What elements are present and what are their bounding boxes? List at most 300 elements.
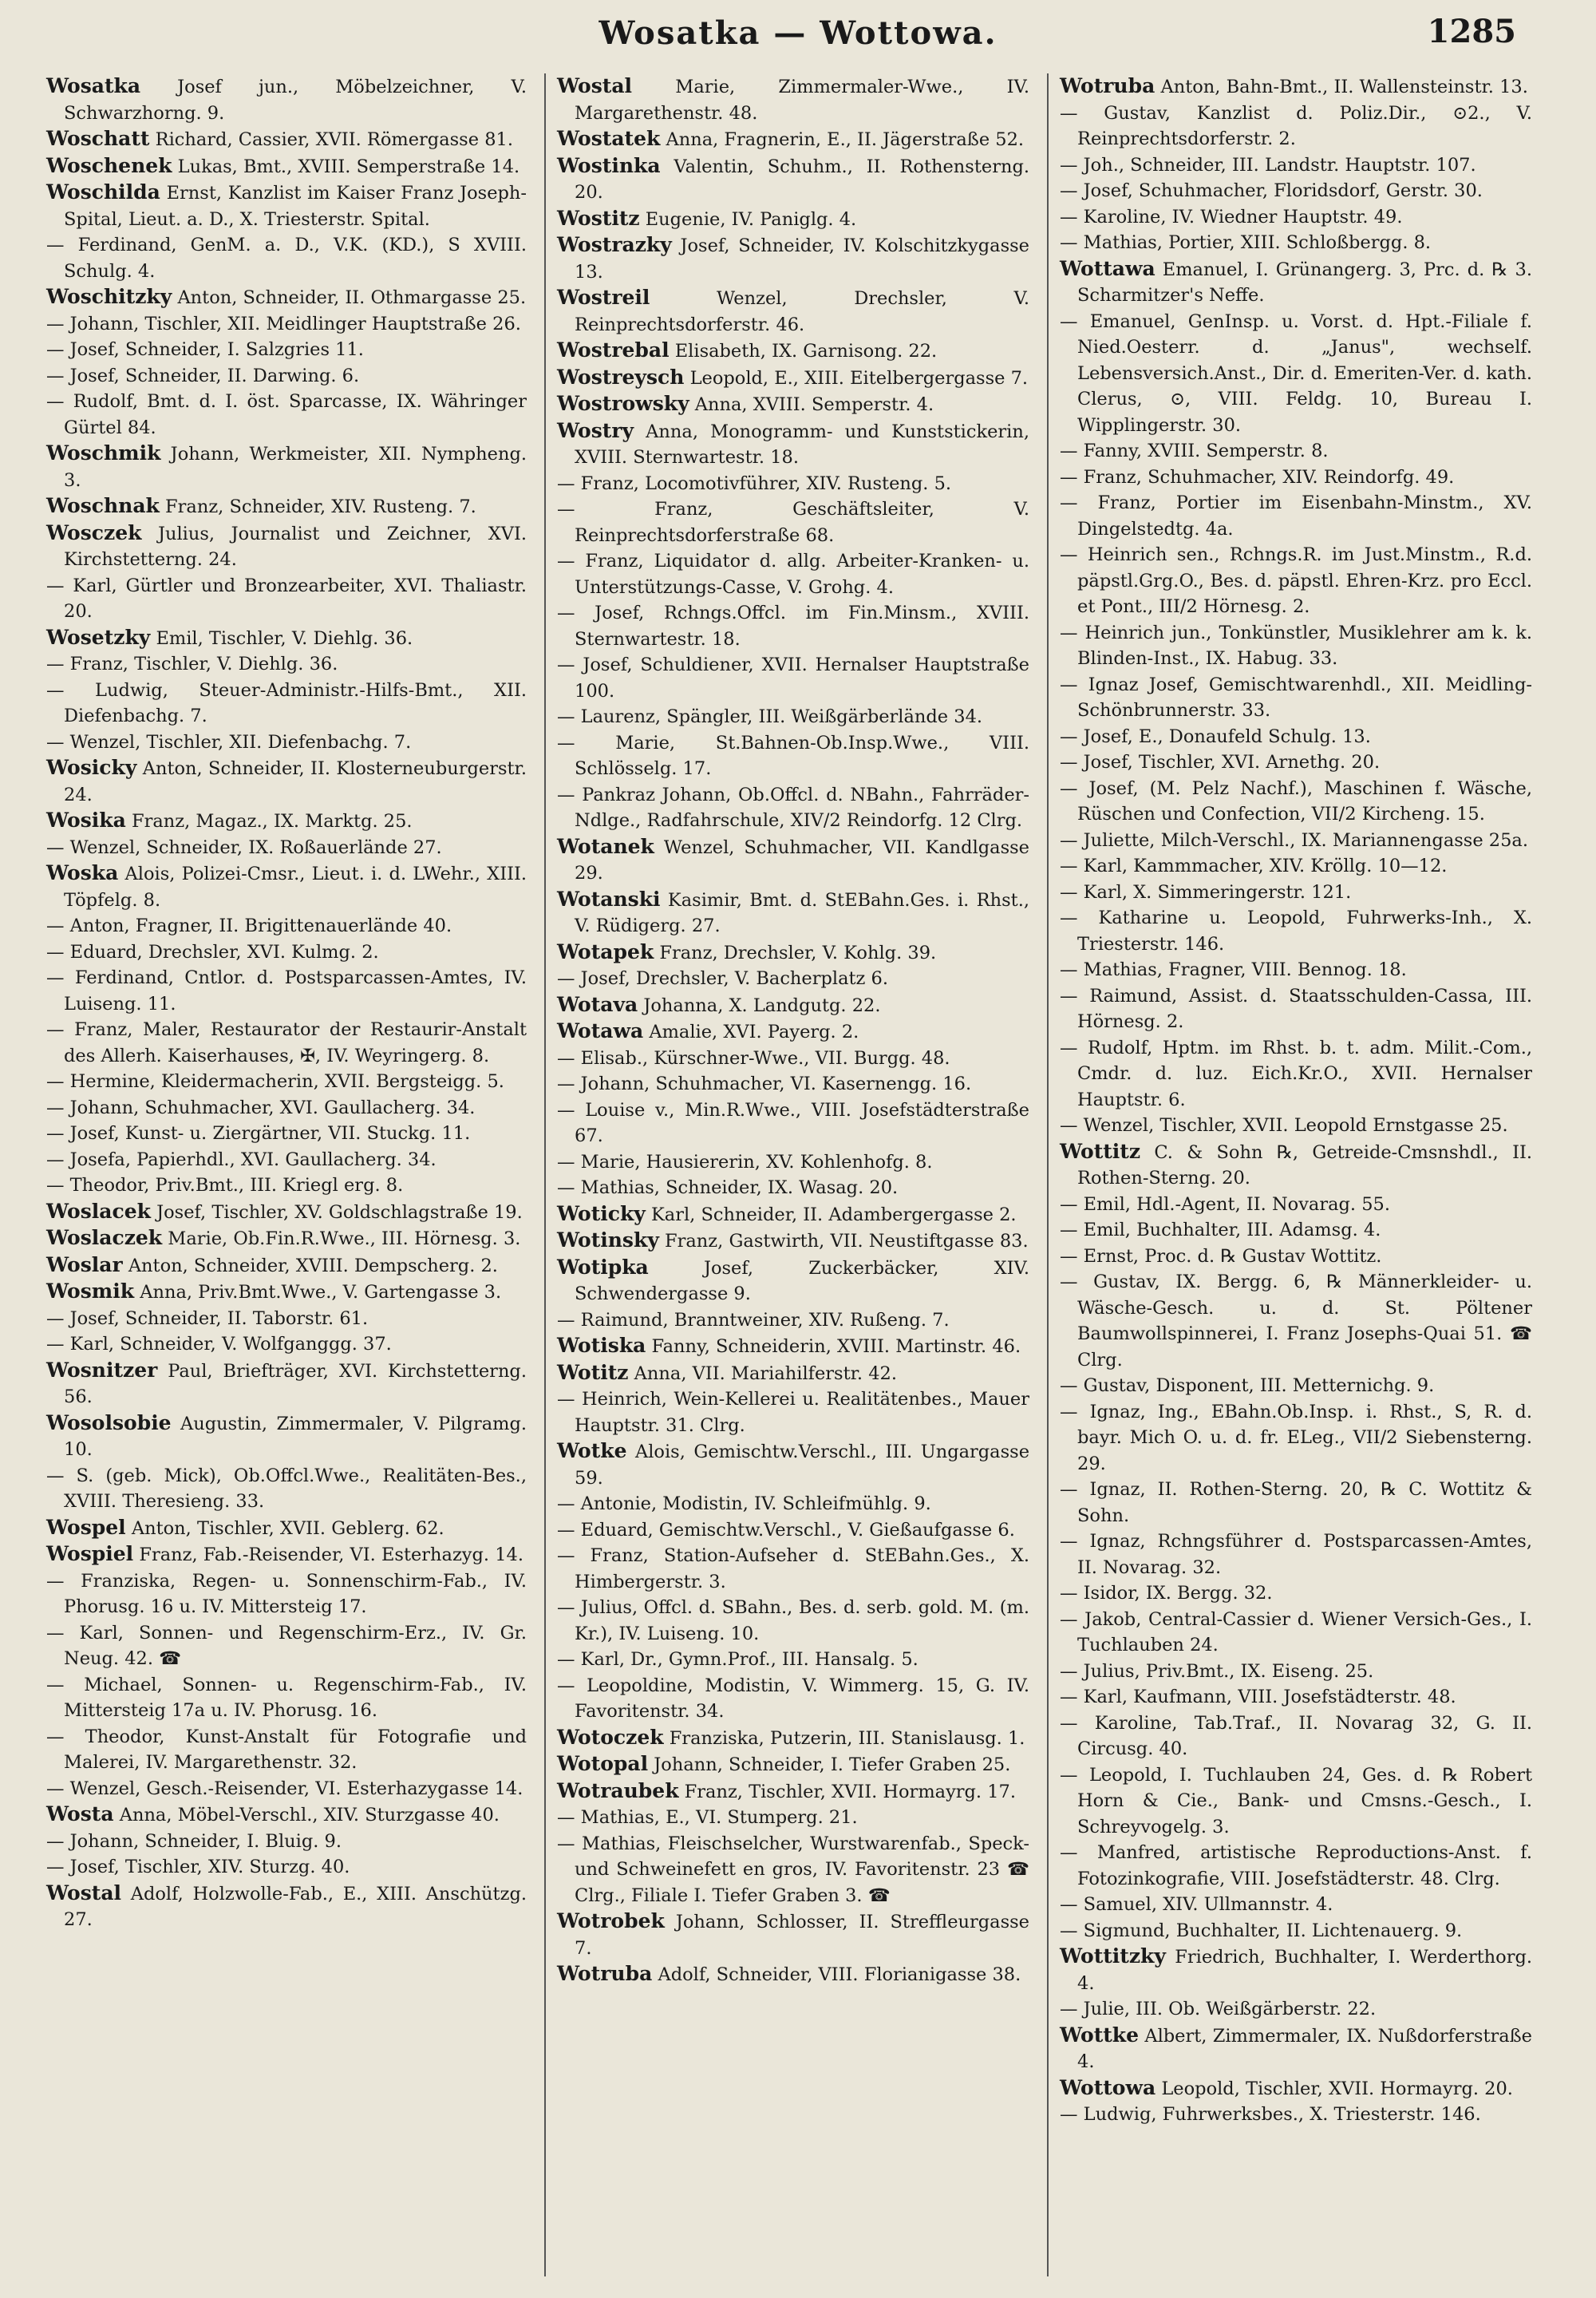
entry-details: — Rudolf, Bmt. d. I. öst. Sparcasse, IX. Währinger Gürtel 84. bbox=[46, 391, 527, 438]
entry-details: Albert, Zimmermaler, IX. Nußdorferstraße 4. bbox=[1077, 2025, 1533, 2072]
entry-details: — Julius, Offcl. d. SBahn., Bes. d. serb. gold. M. (m. Kr.), IV. Luiseng. 10. bbox=[557, 1597, 1029, 1644]
entry-details: — Karl, X. Simmeringerstr. 121. bbox=[1060, 881, 1352, 903]
entry-surname: Wotinsky bbox=[557, 1228, 659, 1252]
entry-surname: Wotruba bbox=[557, 1962, 653, 1985]
entry-surname: Wostitz bbox=[557, 206, 640, 230]
entry-details: — Juliette, Milch-Verschl., IX. Mariannengasse 25a. bbox=[1060, 829, 1528, 851]
entry-columns bbox=[41, 73, 1558, 2276]
entry-surname: Wostrazky bbox=[557, 233, 672, 256]
entry-details: — Josef, E., Donaufeld Schulg. 13. bbox=[1060, 726, 1371, 747]
entry-surname: Wotruba bbox=[1060, 74, 1156, 97]
directory-entry bbox=[557, 1908, 1029, 1961]
directory-entry bbox=[1060, 1477, 1532, 1529]
directory-entry bbox=[46, 573, 527, 625]
entry-details: — Heinrich, Wein-Kellerei u. Realitätenbes., Mauer Hauptstr. 31. Clrg. bbox=[557, 1389, 1029, 1436]
entry-details: Anna, XVIII. Semperstr. 4. bbox=[694, 394, 934, 415]
entry-details: — Franz, Geschäftsleiter, V. Reinprechtsdorferstraße 68. bbox=[557, 499, 1029, 546]
directory-entry bbox=[46, 1017, 527, 1069]
entry-details: Richard, Cassier, XVII. Römergasse 81. bbox=[155, 129, 513, 150]
entry-details: — Wenzel, Schneider, IX. Roßauerlände 27. bbox=[46, 837, 442, 858]
entry-details: — Elisab., Kürschner-Wwe., VII. Burgg. 48. bbox=[557, 1047, 950, 1069]
directory-entry bbox=[1060, 1659, 1532, 1685]
entry-details: Franz, Gastwirth, VII. Neustiftgasse 83. bbox=[665, 1231, 1029, 1252]
entry-surname: Wostal bbox=[557, 74, 633, 97]
entry-surname: Wottowa bbox=[1060, 2075, 1156, 2099]
directory-entry bbox=[557, 966, 1029, 992]
directory-entry bbox=[557, 365, 1029, 392]
entry-surname: Wotraubek bbox=[557, 1778, 679, 1802]
entry-details: — Josef, Schuldiener, XVII. Hernalser Hauptstraße 100. bbox=[557, 655, 1029, 702]
entry-details: Alois, Gemischtw.Verschl., III. Ungargasse 59. bbox=[575, 1442, 1030, 1489]
entry-details: — Ignaz Josef, Gemischtwarenhdl., XII. Meidling-Schönbrunnerstr. 33. bbox=[1060, 674, 1532, 721]
entry-surname: Wosatka bbox=[46, 74, 141, 97]
directory-entry bbox=[46, 1306, 527, 1332]
directory-entry bbox=[46, 441, 527, 493]
entry-details: — Karl, Kammmacher, XIV. Kröllg. 10—12. bbox=[1060, 856, 1448, 876]
entry-details: — Wenzel, Gesch.-Reisender, VI. Esterhazygasse 14. bbox=[46, 1778, 523, 1799]
directory-entry bbox=[1060, 465, 1532, 491]
entry-details: — Wenzel, Tischler, XII. Diefenbachg. 7. bbox=[46, 731, 412, 753]
entry-details: — Josef, Kunst- u. Ziergärtner, VII. Stuckg. 11. bbox=[46, 1123, 471, 1144]
entry-details: Anna, Möbel-Verschl., XIV. Sturzgasse 40. bbox=[119, 1805, 500, 1825]
directory-entry bbox=[46, 520, 527, 573]
directory-entry bbox=[1060, 178, 1532, 204]
entry-details: Friedrich, Buchhalter, I. Werderthorg. 4. bbox=[1077, 1947, 1533, 1994]
directory-entry bbox=[46, 1279, 527, 1306]
directory-entry bbox=[557, 1647, 1029, 1673]
directory-entry bbox=[557, 1333, 1029, 1360]
directory-entry bbox=[1060, 880, 1532, 906]
entry-details: Johann, Werkmeister, XII. Nympheng. 3. bbox=[64, 444, 527, 491]
entry-details: — Karoline, IV. Wiedner Hauptstr. 49. bbox=[1060, 206, 1403, 227]
entry-surname: Wotanski bbox=[557, 887, 661, 911]
directory-entry bbox=[557, 1725, 1029, 1752]
entry-details: Leopold, E., XIII. Eitelbergergasse 7. bbox=[689, 367, 1029, 389]
directory-entry bbox=[46, 153, 527, 180]
page-number: 1285 bbox=[1427, 13, 1516, 50]
entry-surname: Wostreil bbox=[557, 286, 650, 309]
entry-details: — Ferdinand, Cntlor. d. Postsparcassen-Amtes, IV. Luiseng. 11. bbox=[46, 967, 527, 1015]
directory-entry bbox=[1060, 1892, 1532, 1918]
entry-surname: Wosczek bbox=[46, 520, 142, 544]
directory-entry bbox=[1060, 101, 1532, 152]
directory-entry bbox=[1060, 1918, 1532, 1944]
entry-details: Anton, Schneider, II. Othmargasse 25. bbox=[177, 287, 527, 308]
entry-surname: Woschatt bbox=[46, 127, 150, 150]
entry-details: Wenzel, Drechsler, V. Reinprechtsdorferstr. 46. bbox=[575, 288, 1029, 335]
entry-details: — Franz, Locomotivführer, XIV. Rusteng. 5. bbox=[557, 473, 952, 494]
entry-details: — Raimund, Assist. d. Staatsschulden-Cassa, III. Hörnesg. 2. bbox=[1060, 985, 1532, 1032]
entry-details: — Franz, Portier im Eisenbahn-Minstm., XV. Dingelstedtg. 4a. bbox=[1060, 492, 1532, 540]
directory-entry bbox=[46, 284, 527, 311]
entry-surname: Wostal bbox=[46, 1881, 122, 1904]
entry-details: Johann, Schneider, I. Tiefer Graben 25. bbox=[654, 1754, 1011, 1775]
directory-entry bbox=[557, 1491, 1029, 1517]
entry-details: Valentin, Schuhm., II. Rothensterng. 20. bbox=[575, 156, 1030, 203]
directory-entry bbox=[1060, 2102, 1532, 2128]
entry-details: Emil, Tischler, V. Diehlg. 36. bbox=[156, 627, 413, 649]
directory-entry bbox=[1060, 957, 1532, 983]
directory-entry bbox=[46, 1095, 527, 1121]
directory-entry bbox=[1060, 1684, 1532, 1711]
entry-details: Franziska, Putzerin, III. Stanislausg. 1. bbox=[669, 1727, 1025, 1749]
entry-details: Josef, Zuckerbäcker, XIV. Schwendergasse 9. bbox=[575, 1257, 1029, 1304]
entry-details: Alois, Polizei-Cmsr., Lieut. i. d. LWehr., XIII. Töpfelg. 8. bbox=[64, 864, 527, 911]
directory-entry bbox=[1060, 152, 1532, 179]
entry-surname: Wostrebal bbox=[557, 338, 670, 362]
entry-surname: Wotitz bbox=[557, 1360, 629, 1384]
entry-details: — Leopoldine, Modistin, V. Wimmerg. 15, G. IV. Favoritenstr. 34. bbox=[557, 1675, 1029, 1722]
entry-details: — Theodor, Kunst-Anstalt für Fotografie und Malerei, IV. Margarethenstr. 32. bbox=[46, 1726, 527, 1773]
directory-entry bbox=[557, 1595, 1029, 1647]
directory-entry bbox=[557, 1255, 1029, 1307]
entry-details: Augustin, Zimmermaler, V. Pilgramg. 10. bbox=[64, 1413, 527, 1460]
directory-entry bbox=[1060, 1399, 1532, 1477]
entry-details: Franz, Tischler, XVII. Hormayrg. 17. bbox=[684, 1781, 1017, 1802]
directory-entry bbox=[46, 1463, 527, 1515]
entry-surname: Wotanek bbox=[557, 834, 654, 858]
directory-entry bbox=[46, 1515, 527, 1542]
entry-details: — Ignaz, II. Rothen-Sterng. 20, ℞ C. Wottitz & Sohn. bbox=[1060, 1479, 1532, 1526]
entry-details: Johann, Schlosser, II. Streffleurgasse 7. bbox=[575, 1912, 1029, 1959]
directory-entry bbox=[46, 1358, 527, 1410]
column-2 bbox=[544, 73, 1039, 2276]
entry-surname: Wotoczek bbox=[557, 1725, 664, 1749]
directory-entry bbox=[557, 232, 1029, 285]
entry-details: — Marie, Hausiererin, XV. Kohlenhofg. 8. bbox=[557, 1151, 933, 1173]
entry-details: — Michael, Sonnen- u. Regenschirm-Fab., IV. Mittersteig 17a u. IV. Phorusg. 16. bbox=[46, 1674, 527, 1721]
directory-entry bbox=[557, 73, 1029, 126]
entry-details: Kasimir, Bmt. d. StEBahn.Ges. i. Rhst., V. Rüdigerg. 27. bbox=[575, 889, 1030, 936]
directory-entry bbox=[46, 232, 527, 284]
entry-surname: Wosnitzer bbox=[46, 1358, 158, 1382]
entry-details: — Josefa, Papierhdl., XVI. Gaullacherg. 34. bbox=[46, 1149, 437, 1170]
page-header bbox=[0, 8, 1596, 65]
directory-entry bbox=[46, 1199, 527, 1226]
entry-surname: Wostrowsky bbox=[557, 392, 689, 415]
directory-entry bbox=[1060, 983, 1532, 1035]
entry-details: — Josef, Rchngs.Offcl. im Fin.Minsm., XVIII. Sternwartestr. 18. bbox=[557, 603, 1029, 650]
entry-details: — Mathias, Portier, XIII. Schloßbergg. 8. bbox=[1060, 232, 1432, 253]
directory-entry bbox=[46, 363, 527, 390]
entry-surname: Woska bbox=[46, 861, 119, 884]
entry-surname: Woschnak bbox=[46, 494, 160, 517]
directory-entry bbox=[46, 1829, 527, 1855]
entry-details: Julius, Journalist und Zeichner, XVI. Kirchstetterng. 24. bbox=[64, 523, 527, 570]
directory-entry bbox=[46, 311, 527, 338]
entry-details: — Anton, Fragner, II. Brigittenauerlände 40. bbox=[46, 916, 452, 936]
entry-details: — Laurenz, Spängler, III. Weißgärberlände 34. bbox=[557, 706, 983, 727]
entry-surname: Woschilda bbox=[46, 180, 160, 204]
directory-entry bbox=[557, 834, 1029, 887]
entry-details: — Gustav, IX. Bergg. 6, ℞ Männerkleider- u. Wäsche-Gesch. u. d. St. Pöltener Baumwollspinnerei, I. Franz Josephs-Quai 51. ☎ Clrg. bbox=[1060, 1272, 1532, 1370]
directory-entry bbox=[1060, 2023, 1532, 2075]
directory-entry bbox=[557, 496, 1029, 548]
column-1 bbox=[41, 73, 536, 2276]
entry-details: — Karl, Kaufmann, VIII. Josefstädterstr. 48. bbox=[1060, 1687, 1456, 1707]
entry-details: Josef jun., Möbelzeichner, V. Schwarzhorng. 9. bbox=[64, 77, 527, 124]
entry-details: Fanny, Schneiderin, XVIII. Martinstr. 46. bbox=[651, 1336, 1021, 1357]
entry-details: — Theodor, Priv.Bmt., III. Kriegl erg. 8. bbox=[46, 1175, 404, 1196]
entry-details: Anton, Schneider, XVIII. Dempscherg. 2. bbox=[128, 1255, 498, 1276]
directory-entry bbox=[46, 1854, 527, 1881]
directory-entry bbox=[557, 206, 1029, 233]
entry-details: C. & Sohn ℞, Getreide-Cmsnshdl., II. Rothen-Sterng. 20. bbox=[1077, 1141, 1533, 1189]
entry-details: — Isidor, IX. Bergg. 32. bbox=[1060, 1583, 1273, 1604]
directory-entry bbox=[1060, 438, 1532, 465]
entry-surname: Wotapek bbox=[557, 939, 654, 963]
directory-entry bbox=[46, 1147, 527, 1173]
entry-details: — Johann, Schuhmacher, XVI. Gaullacherg. 34. bbox=[46, 1097, 476, 1118]
directory-entry bbox=[557, 1018, 1029, 1046]
directory-entry bbox=[557, 1046, 1029, 1072]
entry-details: — Josef, Schneider, I. Salzgries 11. bbox=[46, 339, 364, 360]
entry-details: — Hermine, Kleidermacherin, XVII. Bergsteigg. 5. bbox=[46, 1071, 504, 1092]
entry-details: — Eduard, Gemischtw.Verschl., V. Gießaufgasse 6. bbox=[557, 1519, 1015, 1541]
directory-entry bbox=[557, 992, 1029, 1019]
entry-surname: Woschenek bbox=[46, 153, 172, 177]
directory-entry bbox=[1060, 853, 1532, 880]
directory-entry bbox=[557, 1201, 1029, 1228]
entry-details: — Mathias, Fleischselcher, Wurstwarenfab., Speck- und Schweinefett en gros, IV. Favoritenstr. 23 ☎ Clrg., Filiale I. Tiefer Graben 3. ☎ bbox=[557, 1833, 1029, 1906]
entry-surname: Wospel bbox=[46, 1515, 126, 1539]
entry-details: — Franz, Tischler, V. Diehlg. 36. bbox=[46, 654, 338, 674]
entry-details: Johanna, X. Landgutg. 22. bbox=[643, 995, 881, 1016]
directory-entry bbox=[1060, 776, 1532, 828]
entry-surname: Wostatek bbox=[557, 127, 661, 150]
entry-surname: Wostinka bbox=[557, 153, 661, 177]
entry-details: — Emil, Buchhalter, III. Adamsg. 4. bbox=[1060, 1220, 1381, 1240]
directory-entry bbox=[1060, 1269, 1532, 1373]
entry-surname: Wotrobek bbox=[557, 1909, 665, 1932]
entry-details: Karl, Schneider, II. Adambergergasse 2. bbox=[650, 1204, 1017, 1225]
directory-entry bbox=[46, 1331, 527, 1358]
entry-details: — Karl, Gürtler und Bronzearbeiter, XVI. Thaliastr. 20. bbox=[46, 575, 527, 622]
directory-entry bbox=[1060, 750, 1532, 776]
directory-entry bbox=[46, 1410, 527, 1463]
directory-entry bbox=[1060, 1996, 1532, 2023]
directory-entry bbox=[1060, 724, 1532, 750]
directory-entry bbox=[1060, 1373, 1532, 1399]
entry-details: — Franz, Schuhmacher, XIV. Reindorfg. 49. bbox=[1060, 466, 1455, 488]
entry-details: — Josef, Schuhmacher, Floridsdorf, Gerstr. 30. bbox=[1060, 180, 1483, 201]
entry-details: — S. (geb. Mick), Ob.Offcl.Wwe., Realitäten-Bes., XVIII. Theresieng. 33. bbox=[46, 1465, 527, 1512]
directory-entry bbox=[46, 1225, 527, 1252]
directory-entry bbox=[46, 1252, 527, 1280]
entry-details: Lukas, Bmt., XVIII. Semperstraße 14. bbox=[177, 156, 520, 177]
entry-surname: Woslaczek bbox=[46, 1226, 163, 1249]
directory-entry bbox=[46, 730, 527, 756]
entry-details: — Josef, Drechsler, V. Bacherplatz 6. bbox=[557, 968, 889, 989]
directory-entry bbox=[1060, 905, 1532, 957]
entry-details: — Antonie, Modistin, IV. Schleifmühlg. 9. bbox=[557, 1493, 931, 1514]
directory-entry bbox=[1060, 620, 1532, 672]
entry-details: — Ignaz, Rchngsführer d. Postsparcassen-Amtes, II. Novarag. 32. bbox=[1060, 1531, 1532, 1578]
directory-entry bbox=[557, 782, 1029, 834]
directory-entry bbox=[46, 1881, 527, 1933]
directory-entry bbox=[46, 625, 527, 652]
entry-details: — Gustav, Kanzlist d. Poliz.Dir., ⊙2., V. Reinprechtsdorferstr. 2. bbox=[1060, 102, 1532, 149]
entry-details: — Gustav, Disponent, III. Metternichg. 9. bbox=[1060, 1375, 1435, 1396]
entry-surname: Wottitzky bbox=[1060, 1944, 1166, 1968]
entry-details: — Joh., Schneider, III. Landstr. Hauptstr. 107. bbox=[1060, 154, 1476, 176]
entry-surname: Wotiska bbox=[557, 1334, 646, 1357]
entry-details: Amalie, XVI. Payerg. 2. bbox=[649, 1022, 859, 1042]
directory-entry bbox=[557, 1543, 1029, 1595]
directory-entry bbox=[557, 887, 1029, 939]
directory-entry bbox=[557, 1778, 1029, 1806]
entry-details: — Wenzel, Tischler, XVII. Leopold Ernstgasse 25. bbox=[1060, 1115, 1508, 1136]
entry-surname: Wostreysch bbox=[557, 365, 685, 389]
directory-entry bbox=[46, 1069, 527, 1095]
directory-entry bbox=[46, 73, 527, 126]
directory-entry bbox=[46, 1802, 527, 1829]
entry-surname: Wosika bbox=[46, 809, 126, 832]
directory-entry bbox=[1060, 1035, 1532, 1113]
entry-surname: Woticky bbox=[557, 1201, 646, 1225]
directory-entry bbox=[1060, 490, 1532, 542]
entry-details: — Heinrich jun., Tonkünstler, Musiklehrer am k. k. Blinden-Inst., IX. Habug. 33. bbox=[1060, 622, 1532, 669]
entry-details: — Ignaz, Ing., EBahn.Ob.Insp. i. Rhst., S, R. d. bayr. Mich O. u. d. fr. ELeg., VII/2 Siebensterng. 29. bbox=[1060, 1401, 1532, 1474]
entry-details: — Karoline, Tab.Traf., II. Novarag 32, G. II. Circusg. 40. bbox=[1060, 1712, 1532, 1759]
entry-details: — Karl, Dr., Gymn.Prof., III. Hansalg. 5. bbox=[557, 1649, 918, 1670]
directory-entry bbox=[46, 126, 527, 153]
entry-details: Anna, Fragnerin, E., II. Jägerstraße 52. bbox=[666, 129, 1025, 150]
entry-details: Marie, Ob.Fin.R.Wwe., III. Hörnesg. 3. bbox=[168, 1228, 521, 1249]
entry-details: Adolf, Holzwolle-Fab., E., XIII. Anschützg. 27. bbox=[64, 1883, 527, 1930]
directory-entry bbox=[46, 1724, 527, 1776]
directory-entry bbox=[1060, 204, 1532, 231]
entry-details: Paul, Briefträger, XVI. Kirchstetterng. 56. bbox=[64, 1360, 527, 1407]
directory-entry bbox=[557, 1438, 1029, 1491]
directory-entry bbox=[1060, 1762, 1532, 1841]
entry-surname: Wosolsobie bbox=[46, 1410, 172, 1434]
entry-surname: Wotawa bbox=[557, 1019, 644, 1042]
entry-details: — Raimund, Branntweiner, XIV. Rußeng. 7. bbox=[557, 1309, 950, 1331]
entry-details: — Josef, Schneider, II. Darwing. 6. bbox=[46, 365, 360, 386]
directory-entry bbox=[1060, 1113, 1532, 1139]
directory-entry bbox=[557, 704, 1029, 730]
entry-surname: Wottitz bbox=[1060, 1139, 1141, 1163]
directory-entry bbox=[557, 1805, 1029, 1831]
directory-entry bbox=[557, 1961, 1029, 1988]
directory-entry bbox=[557, 391, 1029, 418]
entry-details: — Franziska, Regen- u. Sonnenschirm-Fab., IV. Phorusg. 16 u. IV. Mittersteig 17. bbox=[46, 1570, 527, 1617]
directory-entry bbox=[1060, 1711, 1532, 1762]
entry-details: Anna, VII. Mariahilferstr. 42. bbox=[634, 1363, 898, 1384]
entry-details: — Johann, Schuhmacher, VI. Kasernengg. 16. bbox=[557, 1074, 972, 1094]
directory-entry bbox=[46, 1776, 527, 1802]
directory-entry bbox=[557, 939, 1029, 967]
directory-entry bbox=[1060, 1217, 1532, 1244]
directory-entry bbox=[557, 126, 1029, 153]
directory-entry bbox=[1060, 2075, 1532, 2102]
directory-entry bbox=[46, 1620, 527, 1672]
entry-details: — Josef, Tischler, XVI. Arnethg. 20. bbox=[1060, 752, 1381, 773]
directory-entry bbox=[557, 1149, 1029, 1176]
entry-surname: Wotipka bbox=[557, 1255, 649, 1279]
entry-details: Emanuel, I. Grünangerg. 3, Prc. d. ℞ 3. Scharmitzer's Neffe. bbox=[1077, 259, 1532, 306]
directory-entry bbox=[557, 1831, 1029, 1909]
entry-details: Anton, Bahn-Bmt., II. Wallensteinstr. 13. bbox=[1160, 77, 1528, 97]
entry-details: Josef, Tischler, XV. Goldschlagstraße 19. bbox=[156, 1201, 523, 1223]
directory-entry bbox=[557, 471, 1029, 497]
directory-entry bbox=[46, 808, 527, 835]
entry-details: — Emanuel, GenInsp. u. Vorst. d. Hpt.-Filiale f. Nied.Oesterr. d. „Janus", wechself. Lebensversich.Anst., Dir. d. Emeriten-Ver. d. kath. Clerus, ⊙, VIII. Feldg. 10, Bureau I. Wipplingerstr. 30. bbox=[1060, 310, 1532, 436]
directory-entry bbox=[557, 1307, 1029, 1334]
entry-surname: Woschmik bbox=[46, 441, 161, 465]
entry-surname: Wottawa bbox=[1060, 256, 1156, 280]
directory-entry bbox=[557, 652, 1029, 704]
column-3 bbox=[1047, 73, 1542, 2276]
entry-surname: Wottke bbox=[1060, 2023, 1140, 2047]
directory-entry bbox=[1060, 828, 1532, 854]
directory-entry bbox=[1060, 672, 1532, 724]
directory-entry bbox=[46, 939, 527, 966]
directory-entry bbox=[557, 1360, 1029, 1387]
entry-surname: Wotava bbox=[557, 992, 638, 1016]
entry-surname: Woslacek bbox=[46, 1199, 151, 1223]
entry-details: Franz, Drechsler, V. Kohlg. 39. bbox=[659, 942, 937, 963]
entry-details: — Julie, III. Ob. Weißgärberstr. 22. bbox=[1060, 1999, 1377, 2019]
entry-details: — Jakob, Central-Cassier d. Wiener Versich-Ges., I. Tuchlauben 24. bbox=[1060, 1608, 1532, 1655]
entry-details: Marie, Zimmermaler-Wwe., IV. Margarethenstr. 48. bbox=[575, 77, 1030, 124]
directory-entry bbox=[46, 678, 527, 730]
directory-entry bbox=[557, 548, 1029, 600]
directory-entry bbox=[557, 153, 1029, 206]
entry-details: — Karl, Schneider, V. Wolfganggg. 37. bbox=[46, 1334, 392, 1355]
directory-entry bbox=[1060, 1139, 1532, 1192]
entry-details: — Johann, Tischler, XII. Meidlinger Hauptstraße 26. bbox=[46, 313, 521, 334]
entry-details: — Sigmund, Buchhalter, II. Lichtenauerg. 9. bbox=[1060, 1920, 1463, 1941]
directory-entry bbox=[1060, 73, 1532, 101]
directory-entry bbox=[557, 1098, 1029, 1149]
directory-entry bbox=[1060, 309, 1532, 439]
directory-entry bbox=[46, 1173, 527, 1199]
directory-entry bbox=[1060, 1529, 1532, 1580]
entry-details: — Samuel, XIV. Ullmannstr. 4. bbox=[1060, 1894, 1333, 1915]
entry-details: Anna, Priv.Bmt.Wwe., V. Gartengasse 3. bbox=[140, 1282, 502, 1303]
directory-entry bbox=[1060, 1607, 1532, 1659]
directory-entry bbox=[46, 965, 527, 1017]
entry-surname: Wostry bbox=[557, 418, 634, 442]
entry-surname: Wosmik bbox=[46, 1280, 135, 1303]
directory-entry bbox=[46, 913, 527, 939]
entry-details: — Josef, Schneider, II. Taborstr. 61. bbox=[46, 1307, 369, 1329]
directory-entry bbox=[557, 730, 1029, 782]
entry-details: Eugenie, IV. Paniglg. 4. bbox=[645, 208, 857, 230]
entry-details: — Mathias, Schneider, IX. Wasag. 20. bbox=[557, 1177, 899, 1198]
directory-entry bbox=[46, 493, 527, 520]
entry-details: — Mathias, E., VI. Stumperg. 21. bbox=[557, 1807, 858, 1828]
entry-details: Josef, Schneider, IV. Kolschitzkygasse 13. bbox=[575, 235, 1029, 283]
directory-entry bbox=[1060, 1580, 1532, 1607]
entry-details: — Heinrich sen., Rchngs.R. im Just.Minstm., R.d. päpstl.Grg.O., Bes. d. päpstl. Ehren-Krz. pro Eccl. et Pont., III/2 Hörnesg. 2. bbox=[1060, 544, 1532, 617]
entry-details: — Leopold, I. Tuchlauben 24, Ges. d. ℞ Robert Horn & Cie., Bank- und Cmsns.-Gesch., I. Schreyvogelg. 3. bbox=[1060, 1764, 1532, 1837]
directory-entry bbox=[557, 1175, 1029, 1201]
entry-details: — Franz, Station-Aufseher d. StEBahn.Ges., X. Himbergerstr. 3. bbox=[557, 1545, 1029, 1592]
entry-details: — Ludwig, Steuer-Administr.-Hilfs-Bmt., XII. Diefenbachg. 7. bbox=[46, 679, 527, 726]
entry-details: — Karl, Sonnen- und Regenschirm-Erz., IV. Gr. Neug. 42. ☎ bbox=[46, 1622, 527, 1669]
entry-details: — Josef, (M. Pelz Nachf.), Maschinen f. Wäsche, Rüschen und Confection, VII/2 Kircheng. 15. bbox=[1060, 777, 1532, 825]
directory-entry bbox=[1060, 1944, 1532, 1996]
entry-details: — Pankraz Johann, Ob.Offcl. d. NBahn., Fahrräder-Ndlge., Radfahrschule, XIV/2 Reindorfg. 12 Clrg. bbox=[557, 784, 1029, 831]
directory-entry bbox=[1060, 256, 1532, 309]
directory-entry bbox=[557, 1071, 1029, 1098]
directory-entry bbox=[46, 1121, 527, 1147]
directory-entry bbox=[46, 860, 527, 913]
entry-details: Anton, Schneider, II. Klosterneuburgerstr. 24. bbox=[64, 758, 527, 805]
